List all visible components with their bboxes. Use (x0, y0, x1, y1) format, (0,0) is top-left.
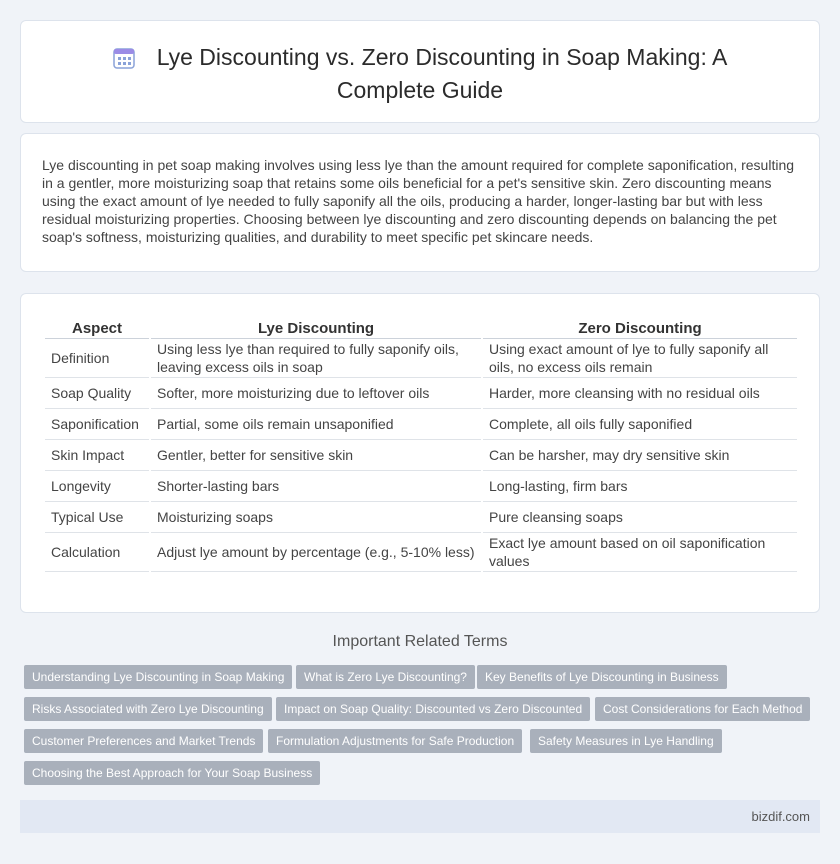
row-lye-value: Partial, some oils remain unsaponified (151, 409, 481, 440)
row-zero-value: Exact lye amount based on oil saponification values (483, 533, 797, 572)
comparison-table (43, 316, 799, 572)
related-term-tag[interactable]: Key Benefits of Lye Discounting in Business (477, 665, 727, 689)
row-zero-value: Complete, all oils fully saponified (483, 409, 797, 440)
related-term-tag[interactable]: Formulation Adjustments for Safe Production (268, 729, 522, 753)
row-aspect: Skin Impact (45, 440, 149, 471)
header-card (20, 20, 820, 123)
related-term-tag[interactable]: Cost Considerations for Each Method (595, 697, 810, 721)
row-zero-value: Long-lasting, firm bars (483, 471, 797, 502)
related-term-tag[interactable]: Safety Measures in Lye Handling (530, 729, 722, 753)
row-zero-value: Using exact amount of lye to fully saponify all oils, no excess oils remain (483, 339, 797, 378)
row-aspect: Calculation (45, 533, 149, 572)
table-row (45, 409, 797, 440)
related-term-tag[interactable]: What is Zero Lye Discounting? (296, 665, 475, 689)
table-row (45, 339, 797, 378)
site-name[interactable]: bizdif.com (751, 809, 810, 824)
related-term-tag[interactable]: Choosing the Best Approach for Your Soap Business (24, 761, 320, 785)
table-header-row (45, 316, 797, 339)
row-aspect: Saponification (45, 409, 149, 440)
row-zero-value: Pure cleansing soaps (483, 502, 797, 533)
row-aspect: Longevity (45, 471, 149, 502)
table-row (45, 440, 797, 471)
related-terms-heading: Important Related Terms (332, 633, 508, 650)
comparison-card (20, 293, 820, 613)
row-zero-value: Harder, more cleansing with no residual oils (483, 378, 797, 409)
table-row (45, 471, 797, 502)
row-lye-value: Gentler, better for sensitive skin (151, 440, 481, 471)
row-aspect: Soap Quality (45, 378, 149, 409)
row-lye-value: Moisturizing soaps (151, 502, 481, 533)
row-lye-value: Shorter-lasting bars (151, 471, 481, 502)
header-zero-discounting: Zero Discounting (483, 316, 797, 339)
related-term-tag[interactable]: Customer Preferences and Market Trends (24, 729, 263, 753)
calendar-icon (113, 47, 135, 76)
page-title: Lye Discounting vs. Zero Discounting in Soap Making: A Complete Guide (156, 44, 728, 103)
table-row (45, 533, 797, 572)
header-aspect: Aspect (45, 316, 149, 339)
row-lye-value: Using less lye than required to fully saponify oils, leaving excess oils in soap (151, 339, 481, 378)
row-aspect: Typical Use (45, 502, 149, 533)
row-lye-value: Softer, more moisturizing due to leftover oils (151, 378, 481, 409)
intro-card (20, 133, 820, 272)
footer (20, 800, 820, 833)
row-lye-value: Adjust lye amount by percentage (e.g., 5-10% less) (151, 533, 481, 572)
row-zero-value: Can be harsher, may dry sensitive skin (483, 440, 797, 471)
page-title-wrap (61, 43, 779, 105)
table-row (45, 378, 797, 409)
header-lye-discounting: Lye Discounting (151, 316, 481, 339)
row-aspect: Definition (45, 339, 149, 378)
related-term-tag[interactable]: Impact on Soap Quality: Discounted vs Zero Discounted (276, 697, 590, 721)
intro-paragraph: Lye discounting in pet soap making involves using less lye than the amount required for complete saponification, resulting in a gentler, more moisturizing soap that retains some oils beneficial for a pet's sensitive skin. Zero discounting means using the exact amount of lye needed to fully saponify all the oils, producing a harder, longer-lasting bar but with less residual moisturizing properties. Choosing between lye discounting and zero discounting depends on balancing the pet soap's softness, moisturizing qualities, and durability to meet specific pet skincare needs. (42, 157, 795, 245)
related-term-tag[interactable]: Understanding Lye Discounting in Soap Making (24, 665, 292, 689)
table-row (45, 502, 797, 533)
related-term-tag[interactable]: Risks Associated with Zero Lye Discounting (24, 697, 272, 721)
